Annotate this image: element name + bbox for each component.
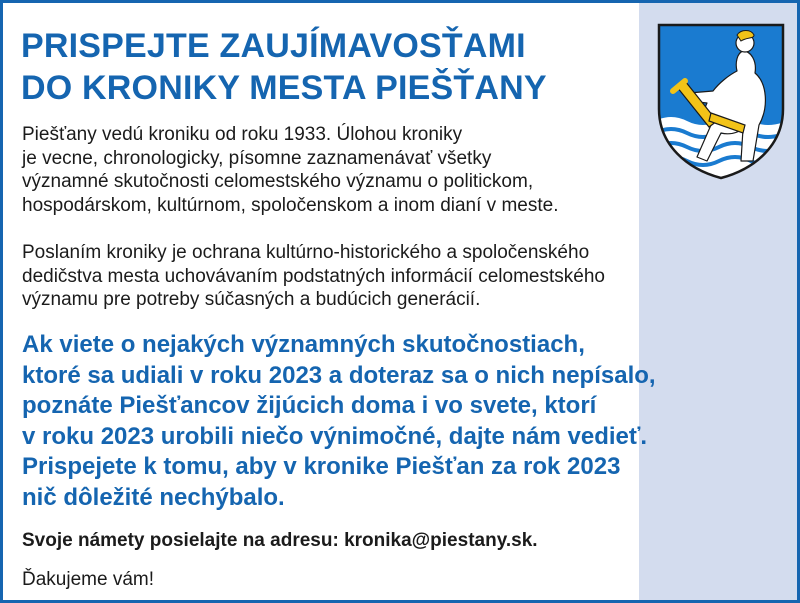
mission-line: dedičstva mesta uchovávaním podstatných informácií celomestského <box>22 265 605 287</box>
intro-line: je vecne, chronologicky, písomne zaznamenávať všetky <box>22 147 492 169</box>
callout-line: v roku 2023 urobili niečo výnimočné, dajte nám vedieť. <box>22 422 648 450</box>
contact-address: Svoje námety posielajte na adresu: kronika@piestany.sk. <box>22 530 538 551</box>
callout-line: nič dôležité nechýbalo. <box>22 483 285 511</box>
intro-line: Piešťany vedú kroniku od roku 1933. Úlohou kroniky <box>22 124 463 145</box>
mission-paragraph <box>22 241 605 312</box>
coat-of-arms-icon <box>655 21 787 181</box>
intro-line: významné skutočnosti celomestského významu o politickom, <box>22 171 534 192</box>
call-to-action <box>22 330 656 513</box>
mission-line: Poslaním kroniky je ochrana kultúrno-historického a spoločenského <box>22 242 590 263</box>
thanks-note: Ďakujeme vám! <box>22 569 154 590</box>
callout-line: Ak viete o nejakých významných skutočnostiach, <box>22 331 585 358</box>
intro-line: hospodárskom, kultúrnom, spoločenskom a inom dianí v meste. <box>22 194 559 216</box>
callout-line: Prispejete k tomu, aby v kronike Piešťan za rok 2023 <box>22 453 621 480</box>
callout-line: poznáte Piešťancov žijúcich doma i vo svete, ktorí <box>22 392 597 419</box>
mission-line: významu pre potreby súčasných a budúcich generácií. <box>22 289 481 310</box>
intro-paragraph <box>22 123 558 217</box>
callout-line: ktoré sa udiali v roku 2023 a doteraz sa o nich nepísalo, <box>22 361 656 389</box>
page-title <box>21 25 547 109</box>
title-line-1: PRISPEJTE ZAUJÍMAVOSŤAMI <box>21 27 526 65</box>
title-line-2: DO KRONIKY MESTA PIEŠŤANY <box>21 69 547 107</box>
